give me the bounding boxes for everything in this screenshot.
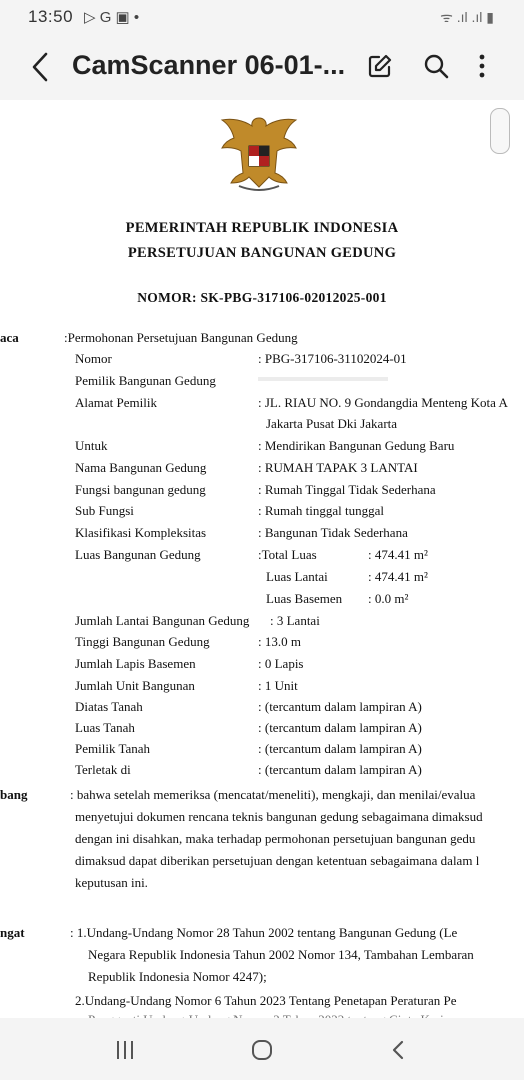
luas-key: Luas Lantai <box>266 569 328 584</box>
home-icon <box>248 1036 276 1064</box>
luas-key: :Total Luas <box>258 547 317 562</box>
side-label-mengingat: ngat <box>0 925 25 940</box>
field-value: : (tercantum dalam lampiran A) <box>258 699 422 714</box>
recents-icon <box>112 1036 140 1064</box>
law-line: Negara Republik Indonesia Tahun 2002 Nomor 134, Tambahan Lembaran <box>88 947 474 962</box>
side-label-membaca: aca <box>0 330 19 345</box>
field-label: Luas Bangunan Gedung <box>75 547 201 562</box>
paragraph-line: dengan ini disahkan, maka terhadap permohonan persetujuan bangunan gedu <box>75 831 476 846</box>
field-label: Klasifikasi Kompleksitas <box>75 525 207 540</box>
signal-battery-icons: ᯤ .ıl .ıl ▮ <box>440 9 494 25</box>
field-label: Jumlah Unit Bangunan <box>75 678 195 693</box>
edit-icon <box>366 52 394 80</box>
recents-button[interactable] <box>112 1036 140 1064</box>
law-line: : 1.Undang-Undang Nomor 28 Tahun 2002 tentang Bangunan Gedung (Le <box>70 925 458 940</box>
field-value: : 0 Lapis <box>258 656 304 671</box>
field-value: : (tercantum dalam lampiran A) <box>258 741 422 756</box>
field-label: Tinggi Bangunan Gedung <box>75 634 210 649</box>
field-label: Nomor <box>75 351 112 366</box>
chevron-left-icon <box>385 1036 413 1064</box>
field-label: Fungsi bangunan gedung <box>75 482 206 497</box>
page-title: CamScanner 06-01-... <box>72 50 346 80</box>
search-icon <box>422 52 450 80</box>
heading-government: PEMERINTAH REPUBLIK INDONESIA <box>125 220 399 236</box>
back-button[interactable] <box>26 48 56 86</box>
app-bar <box>0 34 524 100</box>
field-value: : JL. RIAU NO. 9 Gondangdia Menteng Kota A <box>258 395 508 410</box>
law-line: Republik Indonesia Nomor 4247); <box>88 969 267 984</box>
field-label: Jumlah Lantai Bangunan Gedung <box>75 613 250 628</box>
document-number: NOMOR: SK-PBG-317106-02012025-001 <box>137 290 387 305</box>
field-label: Untuk <box>75 438 108 453</box>
paragraph-line: keputusan ini. <box>75 875 148 890</box>
field-label: Sub Fungsi <box>75 503 134 518</box>
redacted-owner <box>258 377 388 381</box>
nav-back-button[interactable] <box>385 1036 413 1064</box>
notification-icons: ▷ G ▣ • <box>84 9 140 26</box>
field-value: : 1 Unit <box>258 678 298 693</box>
field-label: Pemilik Tanah <box>75 741 151 756</box>
chevron-left-icon <box>26 48 56 86</box>
field-value: : Rumah Tinggal Tidak Sederhana <box>258 482 436 497</box>
field-value: : (tercantum dalam lampiran A) <box>258 720 422 735</box>
field-value: : 3 Lantai <box>270 613 320 628</box>
field-value: : (tercantum dalam lampiran A) <box>258 762 422 777</box>
field-label: Jumlah Lapis Basemen <box>75 656 196 671</box>
edit-button[interactable] <box>366 52 394 80</box>
more-vertical-icon <box>468 52 496 80</box>
paragraph-line: dimaksud dapat diberikan persetujuan dengan ketentuan sebagaimana dalam l <box>75 853 480 868</box>
field-value: : 13.0 m <box>258 634 301 649</box>
more-options-button[interactable] <box>468 52 496 80</box>
system-nav-bar <box>0 1018 524 1080</box>
field-value: : Rumah tinggal tunggal <box>258 503 385 518</box>
garuda-emblem-icon <box>217 112 301 198</box>
field-label: Nama Bangunan Gedung <box>75 460 207 475</box>
field-value: : PBG-317106-31102024-01 <box>258 351 407 366</box>
field-value: Jakarta Pusat Dki Jakarta <box>266 416 398 431</box>
field-label: Diatas Tanah <box>75 699 143 714</box>
luas-value: : 474.41 m² <box>368 547 428 562</box>
field-label: Alamat Pemilik <box>75 395 157 410</box>
status-time: 13:50 <box>28 7 74 26</box>
luas-value: : 474.41 m² <box>368 569 428 584</box>
luas-key: Luas Basemen <box>266 591 343 606</box>
luas-value: : 0.0 m² <box>368 591 409 606</box>
field-label: Luas Tanah <box>75 720 135 735</box>
field-value: : RUMAH TAPAK 3 LANTAI <box>258 460 418 475</box>
document-viewer[interactable] <box>0 100 524 1018</box>
heading-approval: PERSETUJUAN BANGUNAN GEDUNG <box>127 245 397 261</box>
side-label-menimbang: bang <box>0 787 28 802</box>
field-label: Terletak di <box>75 762 131 777</box>
field-label: Pemilik Bangunan Gedung <box>75 373 216 388</box>
paragraph-line: menyetujui dokumen rencana teknis bangunan gedung sebagaimana dimaksud <box>75 809 483 824</box>
law-line: 2.Undang-Undang Nomor 6 Tahun 2023 Tentang Penetapan Peraturan Pe <box>75 993 457 1008</box>
home-button[interactable] <box>248 1036 276 1064</box>
search-button[interactable] <box>422 52 450 80</box>
scrollbar-handle[interactable] <box>490 108 510 154</box>
paragraph-line: : bahwa setelah memeriksa (mencatat/meneliti), mengkaji, dan menilai/evalua <box>70 787 476 802</box>
permohonan-line: :Permohonan Persetujuan Bangunan Gedung <box>64 330 298 345</box>
field-value: : Mendirikan Bangunan Gedung Baru <box>258 438 455 453</box>
status-bar <box>0 0 524 34</box>
field-value: : Bangunan Tidak Sederhana <box>258 525 408 540</box>
